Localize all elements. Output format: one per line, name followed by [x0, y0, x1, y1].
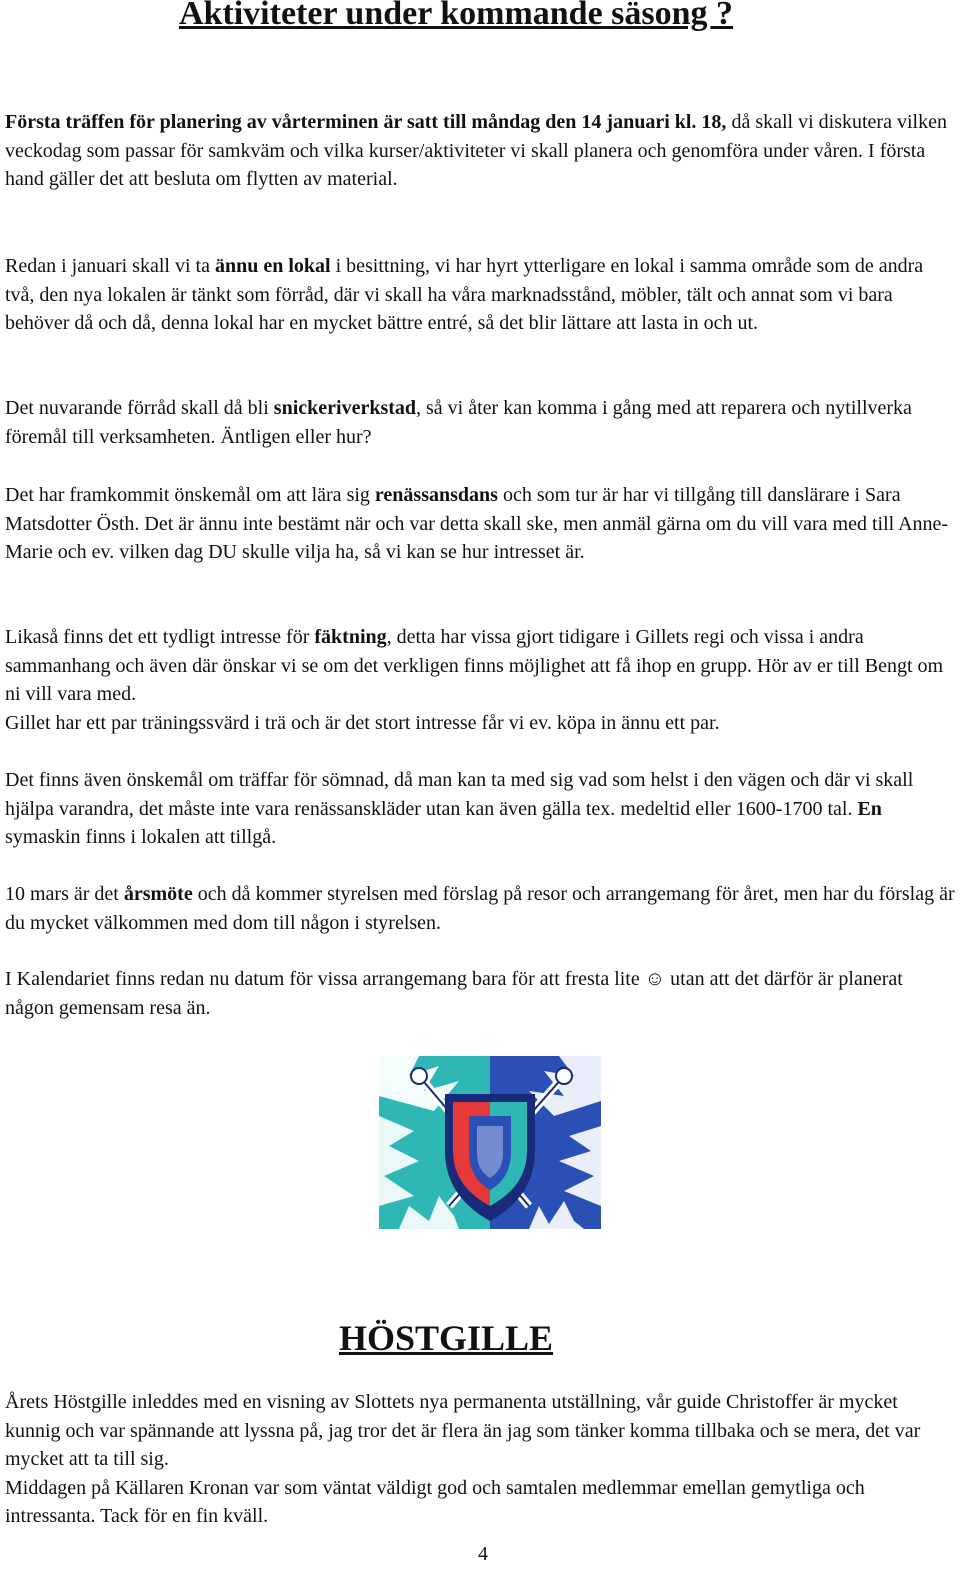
planning-text: då skall vi diskutera vilken veckodag som passar för samkväm och vilka kurser/aktiviteter vi skall planera och genomföra under våren. I första hand gäller det att besluta om flytten av material.	[5, 111, 947, 191]
paragraph-calendar	[5, 965, 955, 1022]
dance-bold: renässansdans	[374, 484, 498, 506]
paragraph-hostgille	[5, 1388, 955, 1531]
fencing-text-a: Likaså finns det ett tydligt intresse för	[5, 626, 315, 648]
fencing-text-d: Gillet har ett par träningssvärd i trä och är det stort intresse får vi ev. köpa in ännu ett par.	[5, 711, 720, 734]
page-number-value: 4	[478, 1543, 488, 1565]
paragraph-planning	[5, 108, 955, 194]
workshop-bold: snickeriverkstad	[273, 397, 417, 419]
hostgille-text-b: Middagen på Källaren Kronan var som väntat väldigt god och samtalen medlemmar emellan gemytliga och intressanta. Tack för en fin kväll.	[5, 1476, 865, 1528]
sewing-bold: En	[857, 797, 882, 820]
fencing-text-c: , detta har vissa gjort tidigare i Gillets regi och vissa i andra sammanhang och även där önskar vi se om det verkligen finns möjlighet att få ihop en grupp. Hör av er till Bengt om ni vill vara med.	[5, 626, 944, 706]
page-number	[0, 1543, 960, 1566]
premises-bold: ännu en lokal	[214, 255, 331, 277]
section-heading-hostgille: HÖSTGILLE	[338, 1318, 554, 1358]
crest-clipart-image	[379, 1056, 601, 1229]
workshop-text-a: Det nuvarande förråd skall då bli	[5, 397, 274, 419]
smiley-icon: ☺	[644, 968, 666, 990]
meeting-text-c: och då kommer styrelsen med förslag på resor och arrangemang för året, men har du förslag är du mycket välkommen med dom till någon i styrelsen.	[5, 883, 955, 934]
paragraph-dance	[5, 481, 955, 567]
calendar-text-c: utan att det därför är planerat någon gemensam resa än.	[5, 968, 903, 1019]
paragraph-workshop	[5, 394, 955, 451]
premises-text-c: i besittning, vi har hyrt ytterligare en lokal i samma område som de andra två, den nya lokalen är tänkt som förråd, där vi skall ha våra marknadsstånd, möbler, tält och annat som vi bara behöver då och då, denna lokal har en mycket bättre entré, så det blir lättare att lasta in och ut.	[5, 255, 924, 335]
planning-bold-text: Första träffen för planering av vårterminen är satt till måndag den 14 januari kl. 18,	[5, 111, 727, 133]
paragraph-fencing	[5, 623, 955, 737]
dance-text-c: och som tur är har vi tillgång till danslärare i Sara Matsdotter Östh. Det är ännu inte bestämt när och var detta skall ske, men anmäl gärna om du vill vara med till Anne-Marie och ev. vilken dag DU skulle vilja ha, så vi kan se hur intresset är.	[5, 484, 949, 564]
paragraph-sewing	[5, 766, 955, 852]
meeting-bold: årsmöte	[123, 883, 193, 905]
calendar-text-a: I Kalendariet finns redan nu datum för vissa arrangemang bara för att fresta lite	[5, 968, 645, 990]
sewing-text-c: symaskin finns i lokalen att tillgå.	[5, 826, 277, 849]
workshop-text-c: , så vi åter kan komma i gång med att reparera och nytillverka föremål till verksamheten. Äntligen eller hur?	[5, 397, 912, 448]
paragraph-annual-meeting	[5, 880, 955, 937]
paragraph-new-premises	[5, 252, 955, 338]
meeting-text-a: 10 mars är det	[5, 883, 124, 905]
premises-text-a: Redan i januari skall vi ta	[5, 255, 215, 277]
hostgille-text-a: Årets Höstgille inleddes med en visning av Slottets nya permanenta utställning, vår guide Christoffer är mycket kunnig och var spännande att lyssna på, jag tror det är flera än jag som tänker komma tillbaka och se mera, det var mycket att ta till sig.	[5, 1391, 921, 1471]
sewing-text-a: Det finns även önskemål om träffar för sömnad, då man kan ta med sig vad som helst i den vägen och där vi skall hjälpa varandra, det måste inte vara renässanskläder utan kan även gälla tex. medeltid eller 1600-1700 tal.	[5, 769, 914, 820]
fencing-bold: fäktning	[314, 626, 387, 648]
dance-text-a: Det har framkommit önskemål om att lära sig	[5, 484, 375, 506]
page-title: Aktiviteter under kommande säsong ?	[178, 0, 734, 32]
